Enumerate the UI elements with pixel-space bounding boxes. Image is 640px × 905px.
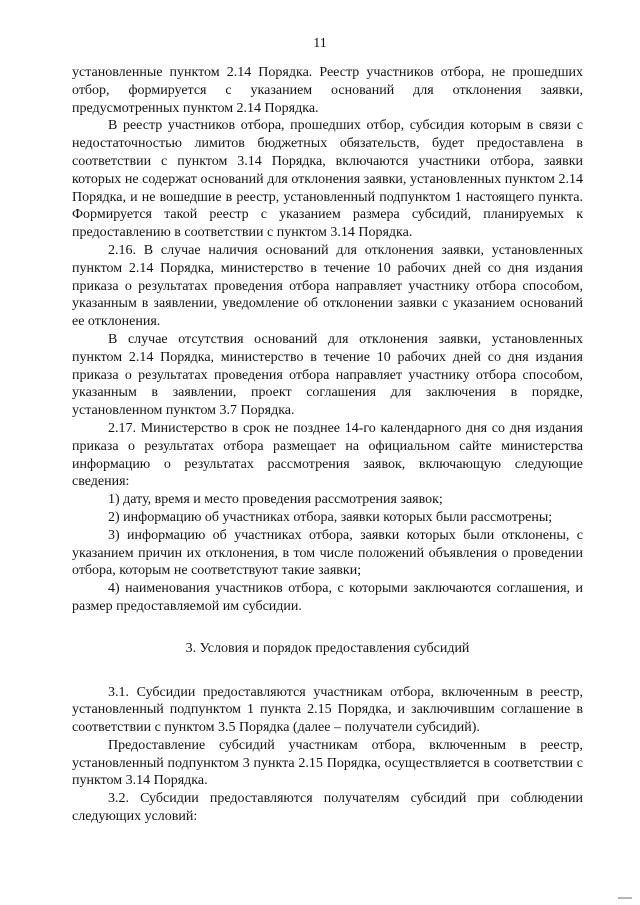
section-heading: 3. Условия и порядок предоставления субсидий xyxy=(185,640,470,656)
paragraph: 2.17. Министерство в срок не позднее 14-го календарного дня со дня издания приказа о результатах отбора размещает на официальном сайте министерства информацию о результатах рассмотрения заявок, включающую следующие сведения: xyxy=(72,420,583,490)
paragraph: 2.16. В случае наличия оснований для отклонения заявки, установленных пунктом 2.14 Порядка, министерство в течение 10 рабочих дней со дня издания приказа о результатах проведения отбора направляет участнику отбора способом, указанным в заявлении, уведомление об отклонении заявки с указанием оснований ее отклонения. xyxy=(72,242,583,330)
corner-mark xyxy=(618,897,632,899)
paragraph: В случае отсутствия оснований для отклонения заявки, установленных пунктом 2.14 Порядка, министерство в течение 10 рабочих дней со дня издания приказа о результатах проведения отбора направляет участнику отбора способом, указанным в заявлении, проект соглашения для заключения в порядке, установленном пунктом 3.7 Порядка. xyxy=(72,331,583,419)
page-number: 11 xyxy=(313,36,327,51)
document-body xyxy=(72,64,583,826)
paragraph: 4) наименования участников отбора, с которыми заключаются соглашения, и размер предоставляемой им субсидии. xyxy=(72,581,583,614)
paragraph: В реестр участников отбора, прошедших отбор, субсидия которым в связи с недостаточностью лимитов бюджетных обязательств, будет предоставлена в соответствии с пунктом 3.14 Порядка, включаются участники отбора, заявки которых не содержат оснований для отклонения заявки, установленных пунктом 2.14 Порядка, и не вошедшие в реестр, установленный подпунктом 1 настоящего пункта. Формируется такой реестр с указанием размера субсидий, планируемых к предоставлению в соответствии с пунктом 3.14 Порядка. xyxy=(72,118,583,241)
paragraphs-before-heading xyxy=(72,64,583,616)
paragraph: 2) информацию об участниках отбора, заявки которых были рассмотрены; xyxy=(108,509,553,525)
paragraph: 3.2. Субсидии предоставляются получателям субсидий при соблюдении следующих условий: xyxy=(72,791,583,825)
paragraph: Предоставление субсидий участникам отбора, включенным в реестр, установленный подпунктом 3 пункта 2.15 Порядка, осуществляется в соответствии с пунктом 3.14 Порядка. xyxy=(72,737,583,789)
paragraph: 1) дату, время и место проведения рассмотрения заявок; xyxy=(108,492,443,508)
paragraph: установленные пунктом 2.14 Порядка. Реестр участников отбора, не прошедших отбор, формируется с указанием оснований для отклонения заявки, предусмотренных пунктом 2.14 Порядка. xyxy=(72,65,583,116)
paragraph: 3.1. Субсидии предоставляются участникам отбора, включенным в реестр, установленный подпунктом 1 пункта 2.15 Порядка, и заключившим соглашение в соответствии с пунктом 3.5 Порядка (далее – получатели субсидий). xyxy=(72,684,583,736)
paragraphs-after-heading xyxy=(72,684,583,826)
paragraph: 3) информацию об участниках отбора, заявки которых были отклонены, с указанием причин их отклонения, в том числе положений объявления о проведении отбора, которым не соответствуют такие заявки; xyxy=(72,527,583,579)
